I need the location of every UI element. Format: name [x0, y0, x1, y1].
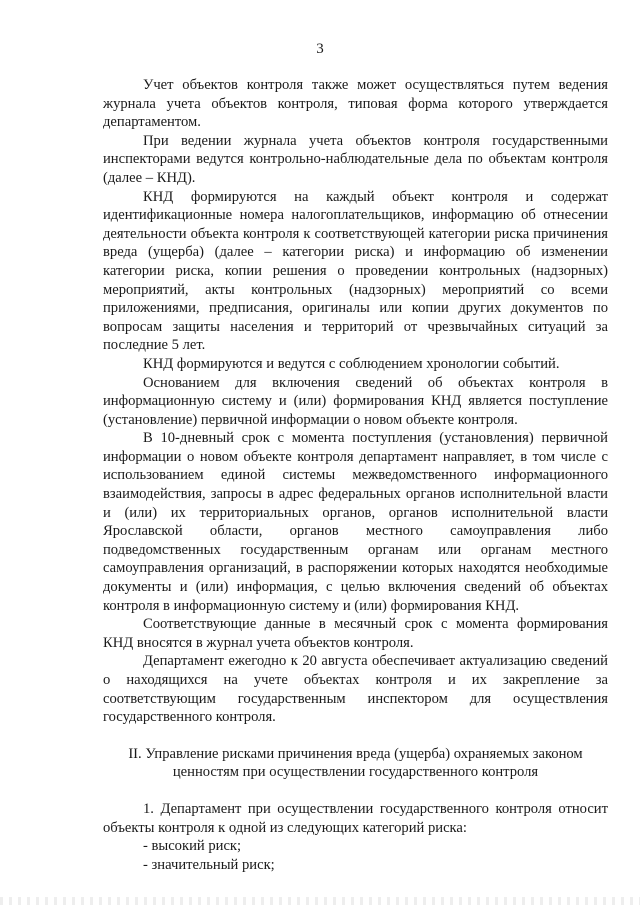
paragraph-7: Соответствующие данные в месячный срок с момента формирования КНД вносятся в журнал учета объектов контроля.: [103, 616, 608, 651]
list-item-significant-risk: - значительный риск;: [143, 856, 275, 873]
section-heading-line-2: ценностям при осуществлении государственного контроля: [172, 764, 539, 781]
list-item-high-risk: - высокий риск;: [143, 838, 242, 855]
paragraph-1: Учет объектов контроля также может осуществляться путем ведения журнала учета объектов контроля, типовая форма которого утверждается департаментом.: [103, 77, 608, 131]
document-body: [103, 76, 608, 874]
paragraph-8: Департамент ежегодно к 20 августа обеспечивает актуализацию сведений о находящихся на учете объектах контроля и их закрепление за соответствующим государственным инспектором для осуществления государственного контроля.: [103, 653, 608, 726]
section-heading-line-1: II. Управление рисками причинения вреда (ущерба) охраняемых законом: [128, 745, 583, 762]
paragraph-4: КНД формируются и ведутся с соблюдением хронологии событий.: [143, 355, 560, 372]
paragraph-2: При ведении журнала учета объектов контроля государственными инспекторами ведутся контрольно-наблюдательные дела по объектам контроля (далее – КНД).: [103, 132, 608, 186]
scan-edge-artifact: [0, 897, 640, 905]
paragraph-6: В 10-дневный срок с момента поступления (установления) первичной информации о новом объекте контроля департамент направляет, в том числе с использованием единой системы межведомственного информационного взаимодействия, запросы в адрес федеральных органов исполнительной власти и (или) их территориальных органов, органов исполнительной власти Ярославской области, органов местного самоуправления либо подведомственных государственным органам или органам местного самоуправления организаций, в распоряжении которых находятся необходимые документы и (или) информация, с целью включения сведений об объектах контроля в информационную систему и (или) формирования КНД.: [103, 430, 608, 614]
section-heading: [103, 745, 608, 782]
section-paragraph: 1. Департамент при осуществлении государственного контроля относит объекты контроля к одной из следующих категорий риска:: [103, 800, 608, 836]
paragraph-5: Основанием для включения сведений об объектах контроля в информационную систему и (или) формирования КНД является поступление (установление) первичной информации о новом объекте контроля.: [103, 374, 608, 428]
paragraph-3: КНД формируются на каждый объект контроля и содержат идентификационные номера налогоплательщиков, информацию об отнесении деятельности объекта контроля к соответствующей категории риска причинения вреда (ущерба) (далее – категории риска) и информацию об изменении категории риска, копии решения о проведении контрольных (надзорных) мероприятий, акты контрольных (надзорных) мероприятий со всеми приложениями, предписания, оригиналы или копии других документов по вопросам защиты населения и территорий от чрезвычайных ситуаций за последние 5 лет.: [103, 188, 608, 354]
page-number: 3: [316, 41, 324, 57]
